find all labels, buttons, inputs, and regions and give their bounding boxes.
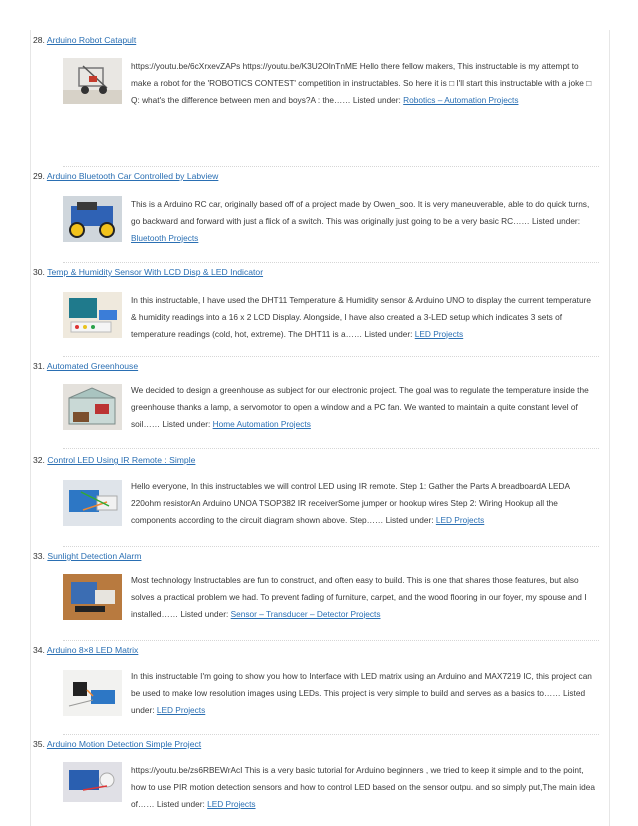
entry-description: https://youtu.be/6cXrxevZAPs https://youtu.be/K3U2OlnTnME Hello there fellow makers, This instructable is my attempt to make a robot for the 'ROBOTICS CONTEST' competition in instructables. So here it is □ I'll start this instructable with a joke □ Q: what's the difference between men and boys?A : the…… Listed under: Robotics – Automation Projects xyxy=(131,61,592,105)
greenhouse-photo-icon[interactable] xyxy=(63,384,122,430)
category-link[interactable]: Home Automation Projects xyxy=(212,418,311,429)
bluetooth-car-photo-icon[interactable] xyxy=(63,196,122,242)
entry-number: 32. xyxy=(33,455,45,465)
entry-description: In this instructable I'm going to show you how to Interface with LED matrix using an Arduino and MAX7219 IC, this project can be used to make low resolution images using LEDs. This project is very simple to build and serves as a basics to…… Listed under: LED Projects xyxy=(131,671,592,715)
robot-catapult-photo-icon[interactable] xyxy=(63,58,122,104)
divider xyxy=(63,448,599,449)
entry-title xyxy=(33,644,138,656)
entry-description: We decided to design a greenhouse as subject for our electronic project. The goal was to regulate the temperature inside the greenhouse thanks a lamp, a servomotor to open a window and a PC fan. We wanted to maintain a quite constant level of soil…… Listed under: Home Automation Projects xyxy=(131,385,589,429)
sunlight-alarm-photo-icon[interactable] xyxy=(63,574,122,620)
entry-title xyxy=(33,360,138,372)
entry-number: 29. xyxy=(33,171,45,181)
divider xyxy=(63,546,599,547)
category-link[interactable]: LED Projects xyxy=(207,798,256,809)
category-link[interactable]: Sensor – Transducer – Detector Projects xyxy=(230,608,381,619)
entry-title-link[interactable]: Arduino Robot Catapult xyxy=(46,35,137,45)
entry-description: Most technology Instructables are fun to construct, and often easy to build. This is one that shares those features, but also solves a practical problem we had. To prevent fading of furniture, carpet, and the wood flooring in our foyer, my spouse and I installed…… Listed under: Sensor – Transducer – Detector Projects xyxy=(131,575,587,619)
entry-title-link[interactable]: Sunlight Detection Alarm xyxy=(47,551,142,561)
entry-title xyxy=(33,454,195,466)
category-link[interactable]: LED Projects xyxy=(435,514,485,525)
divider xyxy=(63,734,599,735)
entry-title-link[interactable]: Arduino Motion Detection Simple Project xyxy=(46,739,202,749)
entry-description: In this instructable, I have used the DHT11 Temperature & Humidity sensor & Arduino UNO to display the current temperature & humidity readings into a 16 x 2 LCD Display. Alongside, I have also created a 3-LED setup which indicates 3 sets of temperature readings (cold, hot, extreme). The DHT11 is a…… Listed under: LED Projects xyxy=(131,295,591,339)
entry-number: 33. xyxy=(33,551,45,561)
entry-title xyxy=(33,550,141,562)
entry-title-link[interactable]: Arduino Bluetooth Car Controlled by Labview xyxy=(46,171,219,181)
category-link[interactable]: LED Projects xyxy=(414,328,464,339)
entry-number: 30. xyxy=(33,267,45,277)
entry-title xyxy=(33,738,201,750)
entry-title xyxy=(33,34,136,46)
divider xyxy=(63,640,599,641)
entry-description: This is a Arduino RC car, originally based off of a project made by Owen_soo. It is very maneuverable, able to do quick turns, go backward and forward with just a flick of a switch. This was originally just going to be a very basic RC…… Listed under: Bluetooth Projects xyxy=(131,199,590,243)
entry-description: https://youtu.be/zs6RBEWrAcI This is a very basic tutorial for Arduino beginners , we tried to keep it simple and to the point, how to use PIR motion detection sensors and how to control LED based on the sensor outpu. and so simply put,The main idea of…… Listed under: LED Projects xyxy=(131,765,595,809)
entry-title xyxy=(33,266,263,278)
article-list xyxy=(30,30,610,826)
category-link[interactable]: Bluetooth Projects xyxy=(131,232,199,243)
divider xyxy=(63,166,599,167)
entry-title-link[interactable]: Control LED Using IR Remote : Simple xyxy=(47,455,196,465)
entry-title xyxy=(33,170,218,182)
led-matrix-photo-icon[interactable] xyxy=(63,670,122,716)
entry-number: 31. xyxy=(33,361,45,371)
entry-title-link[interactable]: Automated Greenhouse xyxy=(46,361,139,371)
ir-remote-photo-icon[interactable] xyxy=(63,480,122,526)
entry-number: 35. xyxy=(33,739,45,749)
category-link[interactable]: Robotics – Automation Projects xyxy=(403,94,519,105)
entry-title-link[interactable]: Temp & Humidity Sensor With LCD Disp & LED Indicator xyxy=(47,267,264,277)
entry-number: 28. xyxy=(33,35,45,45)
entry-number: 34. xyxy=(33,645,45,655)
divider xyxy=(63,356,599,357)
category-link[interactable]: LED Projects xyxy=(156,704,206,715)
motion-sensor-photo-icon[interactable] xyxy=(63,762,122,802)
divider xyxy=(63,262,599,263)
entry-description: Hello everyone, In this instructables we will control LED using IR remote. Step 1: Gather the Parts A breadboardA LEDA 220ohm resistorAn Arduino UNOA TSOP382 IR receiverSome jumper or hookup wires Step 2: Wiring Hookup all the components according to the circuit diagram shown above. Step…… Listed under: LED Projects xyxy=(131,481,570,525)
lcd-sensor-photo-icon[interactable] xyxy=(63,292,122,338)
entry-title-link[interactable]: Arduino 8×8 LED Matrix xyxy=(46,645,139,655)
